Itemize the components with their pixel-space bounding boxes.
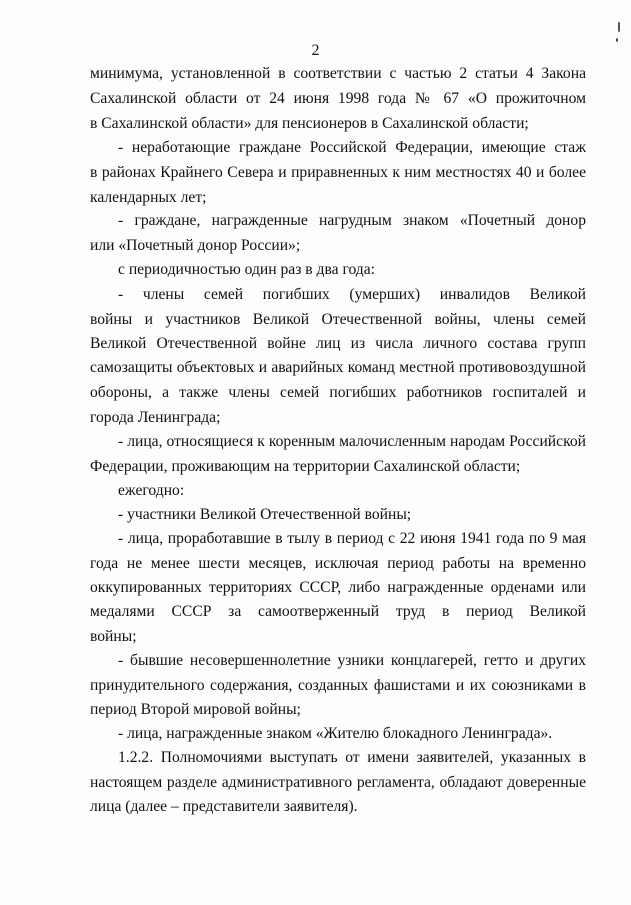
text-line: Сахалинской области от 24 июня 1998 года № 67 «О прожиточном	[90, 90, 586, 107]
text-line: минимума, установленной в соответствии с частью 2 статьи 4 Закона	[90, 65, 586, 82]
text-line: - участники Великой Отечественной войны;	[118, 506, 412, 523]
text-line: войны;	[90, 628, 137, 645]
text-line: принудительного содержания, созданных фашистами и их союзниками в	[90, 677, 586, 694]
text-line: - граждане, награжденные нагрудным знаком «Почетный донор	[118, 212, 586, 229]
text-line: лица (далее – представители заявителя).	[90, 798, 358, 815]
text-line: обороны, а также члены семей погибших работников госпиталей и	[90, 384, 586, 401]
page-number: 2	[311, 42, 320, 59]
text-line: года не менее шести месяцев, исключая период работы на временно	[90, 555, 586, 572]
scan-artifact	[618, 22, 620, 32]
text-line: города Ленинграда;	[90, 409, 221, 426]
text-line: Великой Отечественной войне лиц из числа личного состава групп	[90, 335, 586, 352]
text-line: в районах Крайнего Севера и приравненных к ним местностях 40 и более	[90, 164, 586, 181]
text-line: - лица, относящиеся к коренным малочисленным народам Российской	[118, 433, 586, 450]
scan-artifact	[616, 38, 618, 42]
text-line: - бывшие несовершеннолетние узники концлагерей, гетто и других	[118, 652, 586, 669]
text-line: - лица, награжденные знаком «Жителю блокадного Ленинграда».	[118, 725, 553, 742]
text-line: медалями СССР за самоотверженный труд в период Великой	[90, 603, 586, 620]
text-line: - члены семей погибших (умерших) инвалидов Великой	[118, 286, 586, 303]
text-line: или «Почетный донор России»;	[90, 237, 301, 254]
text-line: в Сахалинской области» для пенсионеров в Сахалинской области;	[90, 115, 529, 132]
text-line: ежегодно:	[118, 482, 185, 499]
text-line: период Второй мировой войны;	[90, 701, 301, 718]
text-line: настоящем разделе административного регламента, обладают доверенные	[90, 774, 586, 791]
text-line: 1.2.2. Полномочиями выступать от имени заявителей, указанных в	[118, 749, 586, 766]
text-line: самозащиты объектовых и аварийных команд местной противовоздушной	[90, 359, 586, 376]
text-line: оккупированных территориях СССР, либо награжденные орденами или	[90, 579, 586, 596]
text-line: Федерации, проживающим на территории Сахалинской области;	[90, 458, 521, 475]
text-line: с периодичностью один раз в два года:	[118, 261, 375, 278]
text-line: календарных лет;	[90, 189, 207, 206]
text-line: - лица, проработавшие в тылу в период с 22 июня 1941 года по 9 мая	[118, 530, 586, 547]
text-line: - неработающие граждане Российской Федерации, имеющие стаж	[118, 139, 586, 156]
text-line: войны и участников Великой Отечественной войны, члены семей	[90, 311, 586, 328]
